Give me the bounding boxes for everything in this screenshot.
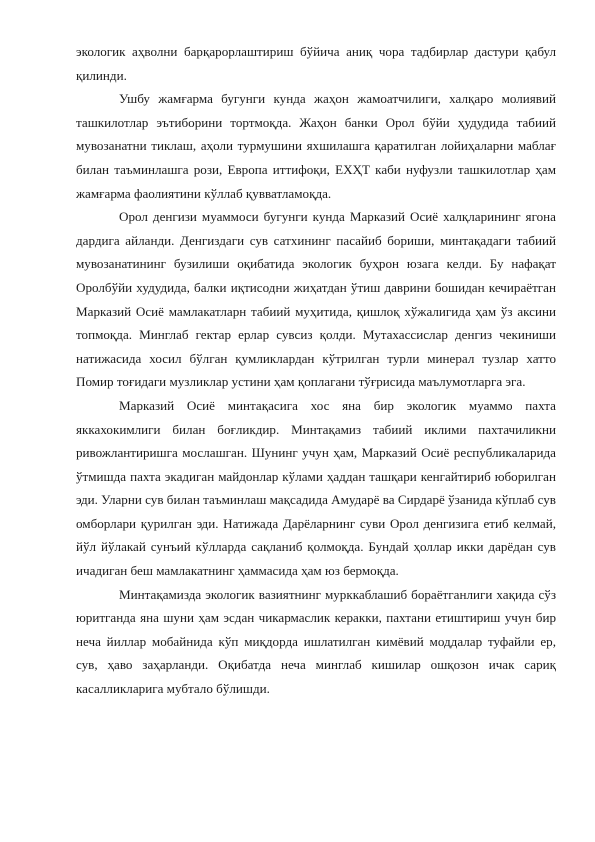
paragraph-3: Орол денгизи муаммоси бугунги кунда Марказий Осиё халқларининг ягона дардига айланди. Денгиздаги сув сатхининг пасайиб бориши, минтақадаги табиий мувозанатининг бузилиши оқибатида экологик буҳрон юзага келди. Бу нафақат Оролбўйи худудида, балки иқтисодни жиҳатдан ўтиш даврини бошидан кечираётган Марказий Осиё мамлакатларн табиий муҳитида, қишлоқ хўжалигида ҳам ўз аксини топмоқда. Минглаб гектар ерлар сувсиз қолди. Мутахассислар денгиз чекиниши натижасида хосил бўлган қумликлардан кўтрилган турли минерал тузлар хатто Помир тоғидаги музликлар устини ҳам қоплагани тўғрисида маълумотларга эга. [76, 209, 556, 390]
paragraph-1: экологик аҳволни барқарорлаштириш бўйича аниқ чора тадбирлар дастури қабул қилинди. [76, 44, 556, 83]
paragraph-5: Минтақамизда экологик вазиятнинг мурккаблашиб бораётганлиги хақида сўз юритганда яна шуни ҳам эсдан чикармаслик керакки, пахтани етиштириш учун бир неча йиллар мобайнида кўп миқдорда ишлатилган кимёвий моддалар туфайли ер, сув, ҳаво заҳарланди. Оқибатда неча минглаб кишилар ошқозон ичак сариқ касалликларига мубтало бўлишди. [76, 586, 556, 697]
paragraph-2: Ушбу жамғарма бугунги кунда жаҳон жамоатчилиги, халқаро молиявий ташкилотлар эътиборини тортмоқда. Жаҳон банки Орол бўйи ҳудудида табиий мувозанатни тиклаш, аҳоли турмушини яхшилашга қаратилган лойиҳаларни маблағ билан таъминлашга рози, Европа иттифоқи, ЕХҲТ каби нуфузли ташкилотлар ҳам жамғарма фаолиятини кўллаб қувватламоқда. [76, 91, 556, 201]
document-page [76, 40, 556, 701]
paragraph-4: Марказий Осиё минтақасига хос яна бир экологик муаммо пахта яккахокимлиги билан боғликдир. Минтақамиз табиий иклими пахтачиликни ривожлантиришга мослашган. Шунинг учун ҳам, Марказий Осиё республикаларида ўтмишда пахта экадиган майдонлар кўлами ҳаддан ташқари кенгайтириб юборилган эди. Уларни сув билан таъминлаш мақсадида Амударё ва Сирдарё ўзанида кўплаб сув омборлари қурилган эди. Натижада Дарёларнинг суви Орол денгизига етиб келмай, йўл йўлакай сунъий кўлларда сақланиб қолмоқда. Бундай ҳоллар икки дарёдан сув ичадиган беш мамлакатнинг ҳаммасида ҳам юз бермоқда. [76, 397, 556, 579]
